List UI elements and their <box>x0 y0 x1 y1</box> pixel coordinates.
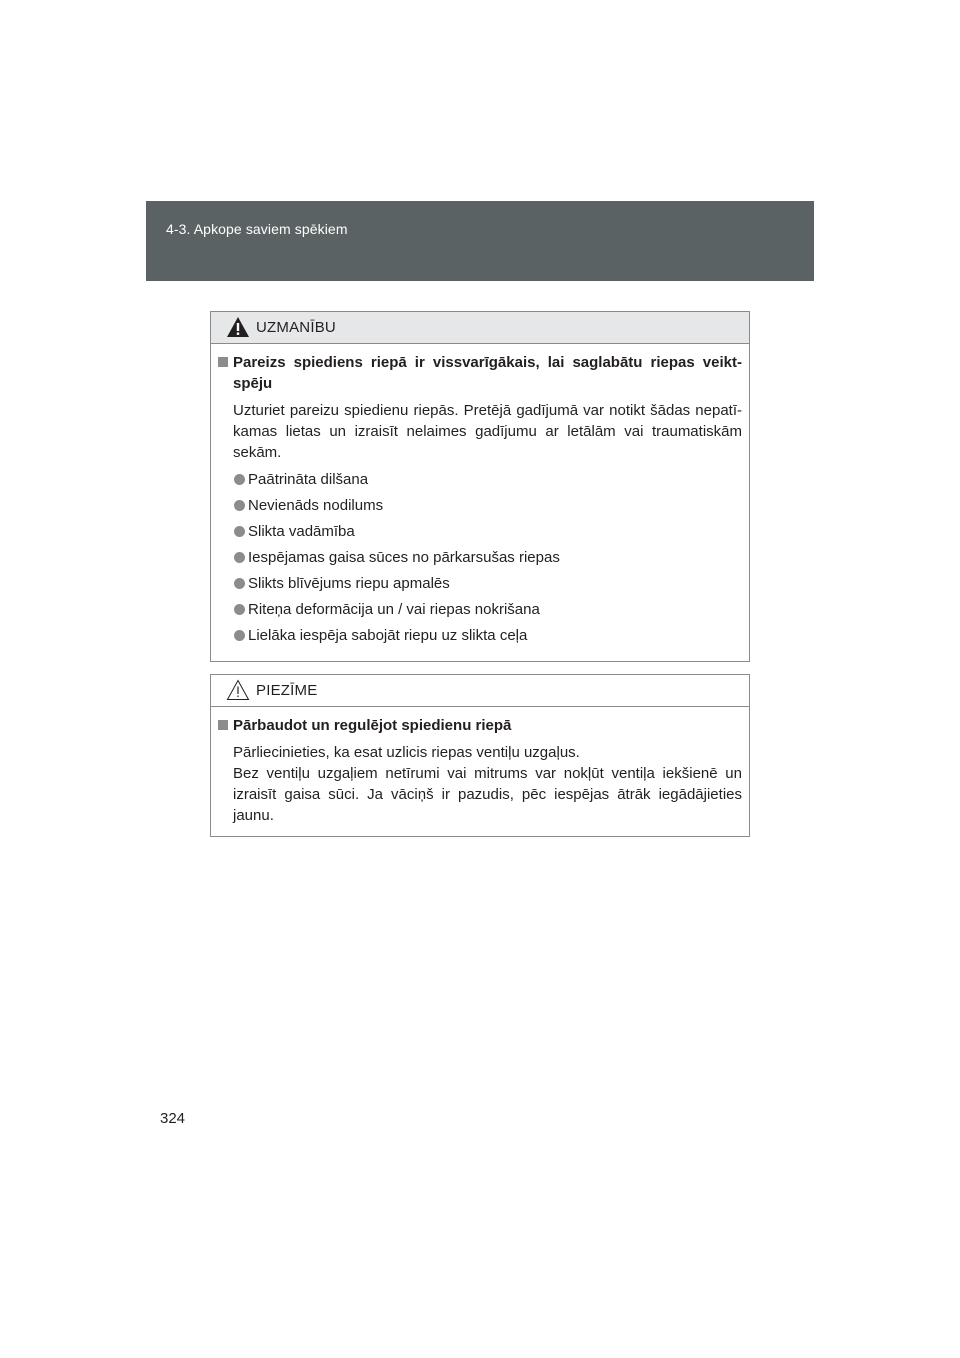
square-bullet-icon <box>218 357 228 367</box>
note-header <box>211 675 749 707</box>
list-item: Iespējamas gaisa sūces no pārkarsušas riepas <box>218 547 742 568</box>
circle-bullet-icon <box>234 578 245 589</box>
caution-title-text: Pareizs spiediens riepā ir vissvarīgākais, lai saglabātu riepas veikt-spēju <box>233 354 742 392</box>
list-item: Slikts blīvējums riepu apmalēs <box>218 573 742 594</box>
note-line-2: Bez ventiļu uzgaļiem netīrumi vai mitrums var nokļūt ventiļa iekšienē un izraisīt gaisa sūci. Ja vāciņš ir pazudis, pēc iespējas ātrāk iegādājieties jaunu. <box>233 765 742 824</box>
list-item: Nevienāds nodilums <box>218 495 742 516</box>
note-label: PIEZĪME <box>256 682 318 699</box>
note-line-1: Pārliecinieties, ka esat uzlicis riepas ventiļu uzgaļus. <box>233 744 580 761</box>
circle-bullet-icon <box>234 526 245 537</box>
circle-bullet-icon <box>234 604 245 615</box>
caution-label: UZMANĪBU <box>256 319 336 336</box>
note-paragraph <box>218 742 742 826</box>
circle-bullet-icon <box>234 500 245 511</box>
square-bullet-icon <box>218 720 228 730</box>
page-number: 324 <box>160 1110 186 1127</box>
list-item: Lielāka iespēja sabojāt riepu uz slikta ceļa <box>218 625 742 646</box>
caution-header <box>211 312 749 344</box>
circle-bullet-icon <box>234 552 245 563</box>
note-title-text: Pārbaudot un regulējot spiedienu riepā <box>233 717 512 734</box>
note-section-title <box>218 715 742 736</box>
note-box <box>210 674 750 837</box>
note-body <box>211 707 749 836</box>
caution-section-title <box>218 352 742 394</box>
list-item: Paātrināta dilšana <box>218 469 742 490</box>
caution-bullet-list <box>218 469 742 646</box>
circle-bullet-icon <box>234 630 245 641</box>
caution-intro: Uzturiet pareizu spiedienu riepās. Pretējā gadījumā var notikt šādas nepatī-kamas lietas un izraisīt nelaimes gadījumu ar letālām vai traumatiskām sekām. <box>233 402 742 461</box>
warning-triangle-filled-icon <box>226 316 250 338</box>
section-header-band <box>146 201 814 281</box>
caution-box <box>210 311 750 662</box>
list-item: Slikta vadāmība <box>218 521 742 542</box>
list-item: Riteņa deformācija un / vai riepas nokrišana <box>218 599 742 620</box>
circle-bullet-icon <box>234 474 245 485</box>
section-title: 4-3. Apkope saviem spēkiem <box>166 221 348 237</box>
caution-body <box>211 344 749 661</box>
warning-triangle-outline-icon <box>226 679 250 701</box>
